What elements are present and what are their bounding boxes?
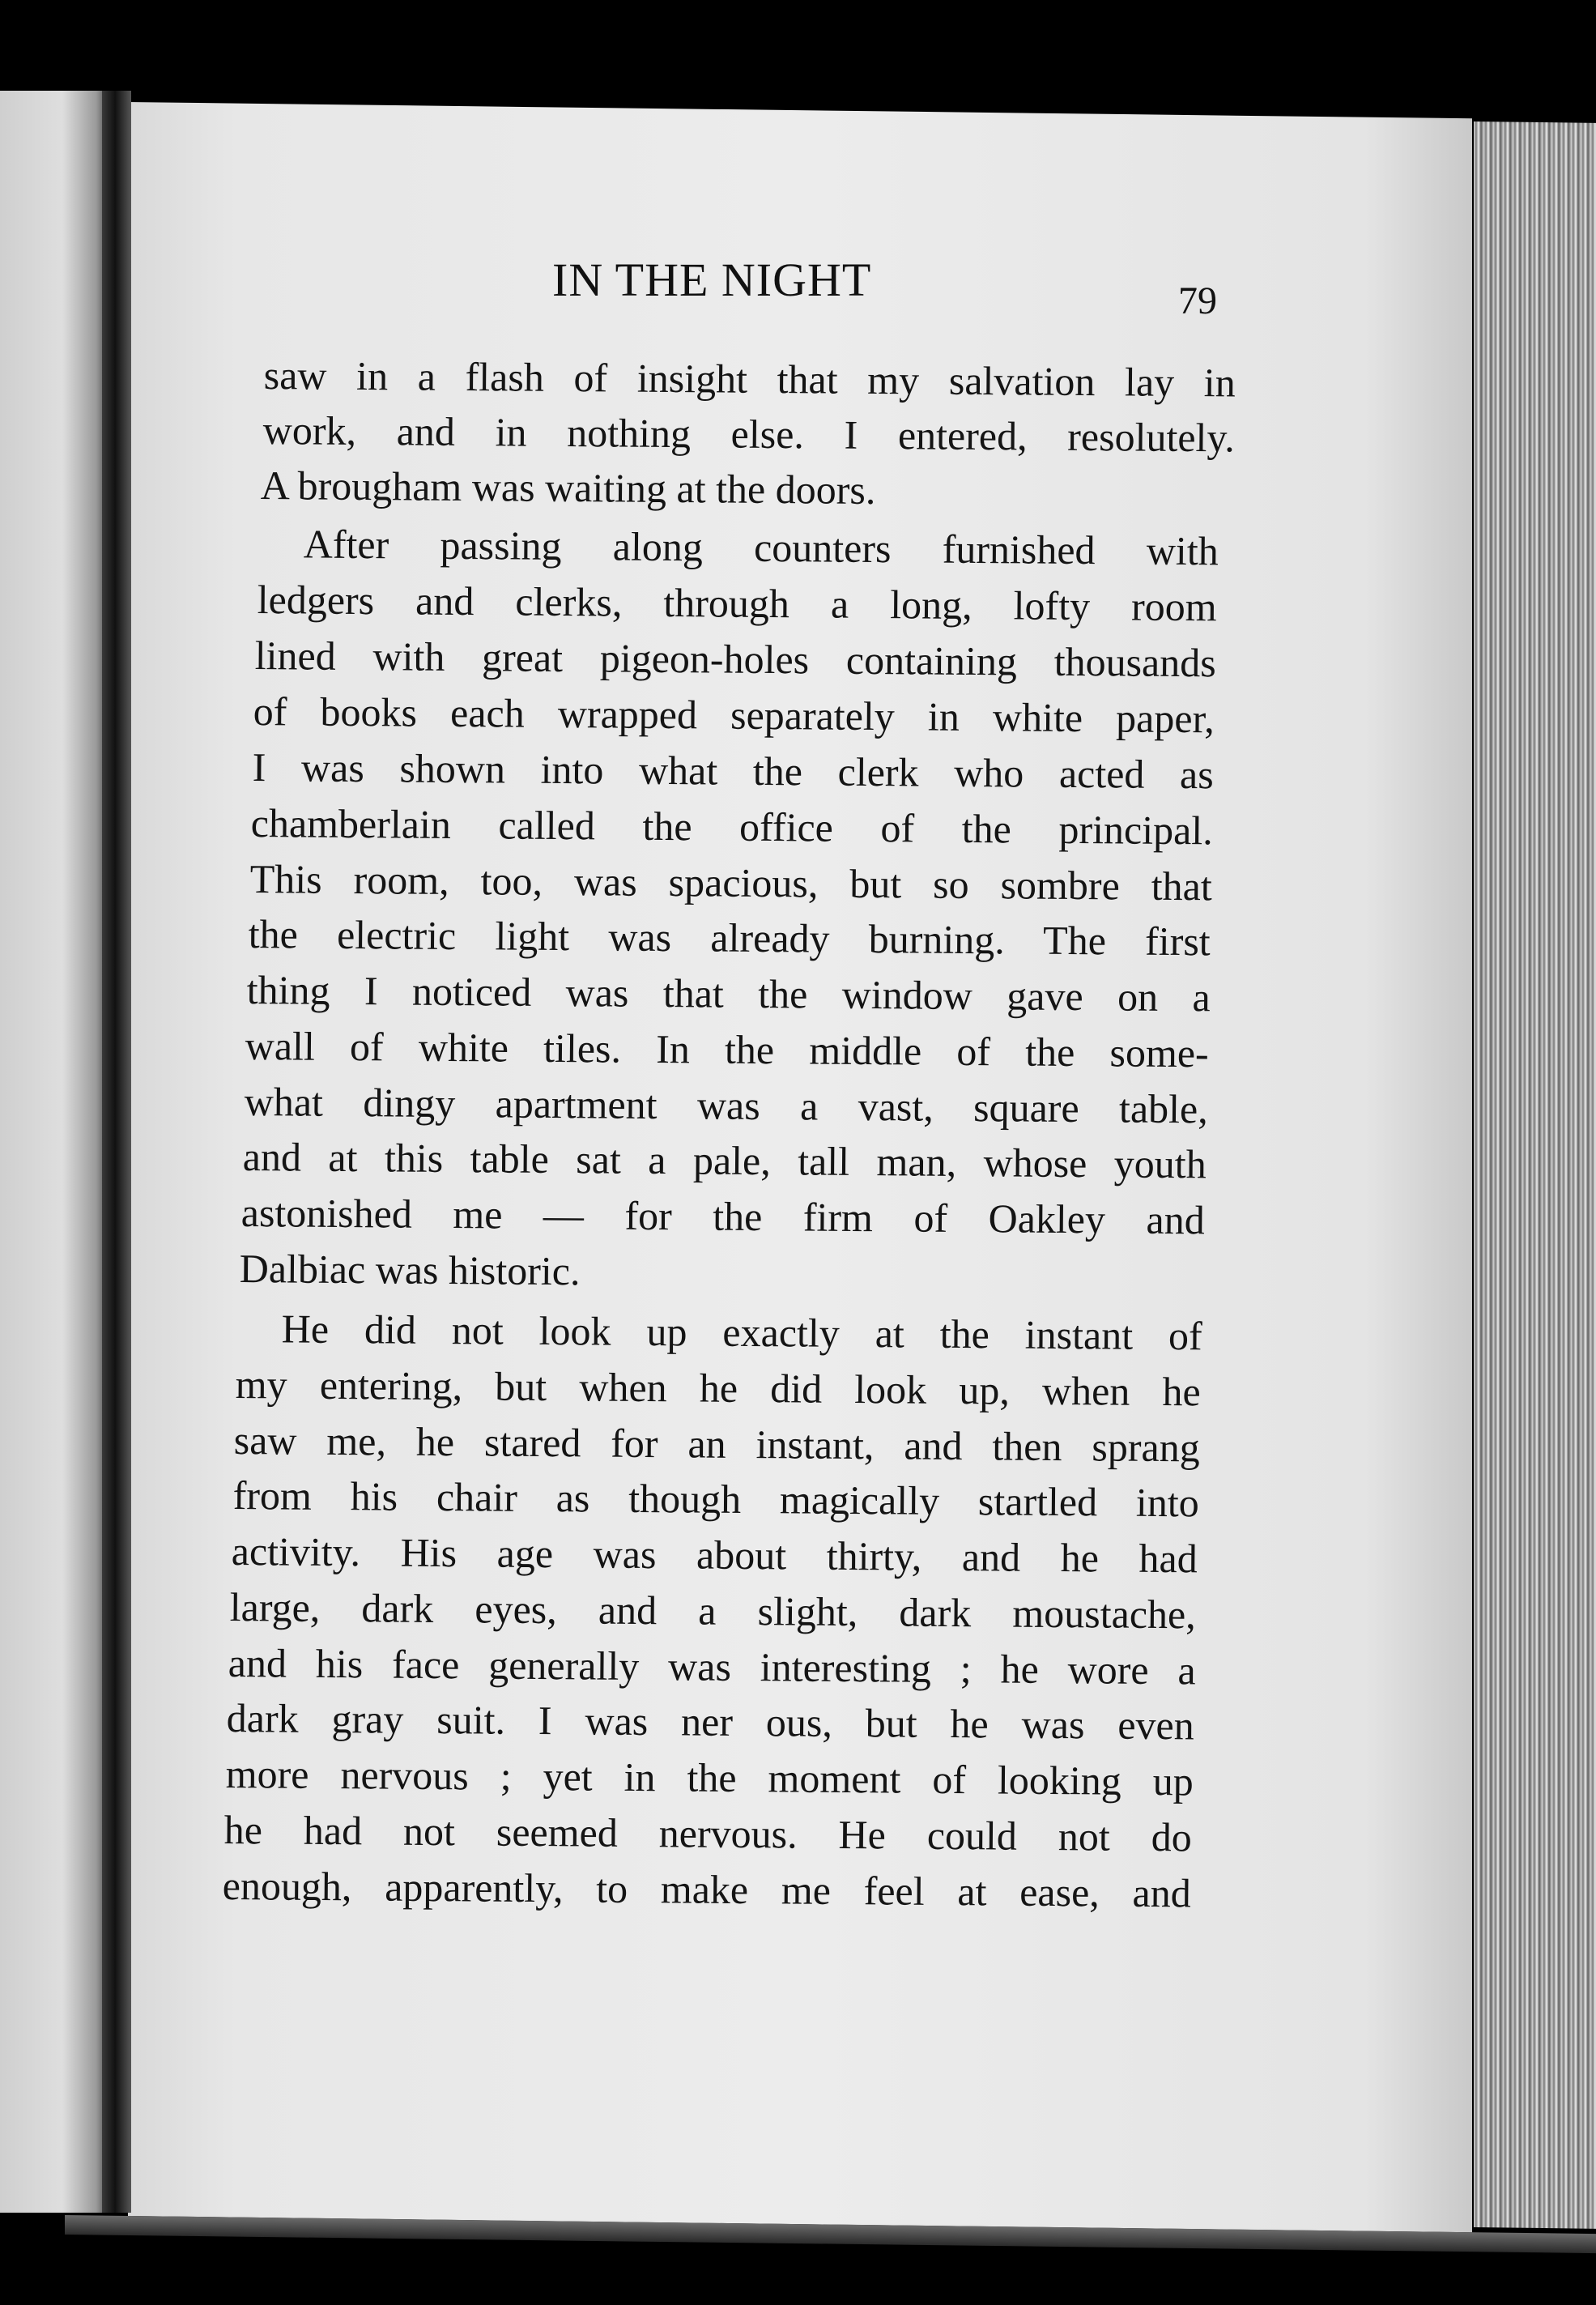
text-line: what dingy apartment was a vast, square table,	[244, 1078, 1208, 1132]
text-line: of books each wrapped separately in white paper,	[253, 688, 1215, 742]
text-line: saw me, he stared for an instant, and then sprang	[233, 1417, 1200, 1471]
text-line: lined with great pigeon-holes containing thousands	[254, 632, 1216, 686]
text-line: wall of white tiles. In the middle of the some-	[245, 1022, 1209, 1076]
text-line: chamberlain called the office of the principal.	[250, 799, 1213, 854]
text-line: activity. His age was about thirty, and he had	[231, 1527, 1198, 1582]
text-line: He did not look up exactly at the instant of	[281, 1306, 1202, 1359]
text-line: Dalbiac was historic.	[239, 1245, 581, 1294]
page-number: 79	[1178, 279, 1217, 322]
text-line: and at this table sat a pale, tall man, whose youth	[242, 1133, 1207, 1187]
text-line: ledgers and clerks, through a long, lofty room	[257, 576, 1217, 630]
text-line: thing I noticed was that the window gave on a	[246, 966, 1211, 1020]
text-line: astonished me — for the firm of Oakley and	[240, 1189, 1205, 1243]
text-line: A brougham was waiting at the doors.	[260, 462, 876, 513]
text-line: dark gray suit. I was ner ous, but he was even	[226, 1695, 1194, 1749]
text-line: I was shown into what the clerk who acted as	[252, 743, 1214, 798]
running-head: IN THE NIGHT	[552, 254, 872, 306]
text-line: and his face generally was interesting ; he wore a	[228, 1639, 1196, 1694]
text-line: from his chair as though magically startled into	[232, 1472, 1199, 1526]
text-line: my entering, but when he did look up, when he	[235, 1361, 1201, 1415]
text-line: saw in a flash of insight that my salvation lay in	[263, 352, 1236, 406]
text-line: he had not seemed nervous. He could not do	[223, 1807, 1192, 1860]
text-line: large, dark eyes, and a slight, dark moustache,	[229, 1583, 1196, 1638]
text-line: This room, too, was spacious, but so sombre that	[249, 855, 1212, 910]
text-line: the electric light was already burning. The first	[248, 910, 1211, 965]
text-line: enough, apparently, to make me feel at ease, and	[222, 1863, 1191, 1916]
text-line: After passing along counters furnished with	[303, 521, 1219, 574]
text-line: more nervous ; yet in the moment of looking up	[225, 1751, 1194, 1804]
text-line: work, and in nothing else. I entered, resolutely.	[262, 407, 1235, 461]
